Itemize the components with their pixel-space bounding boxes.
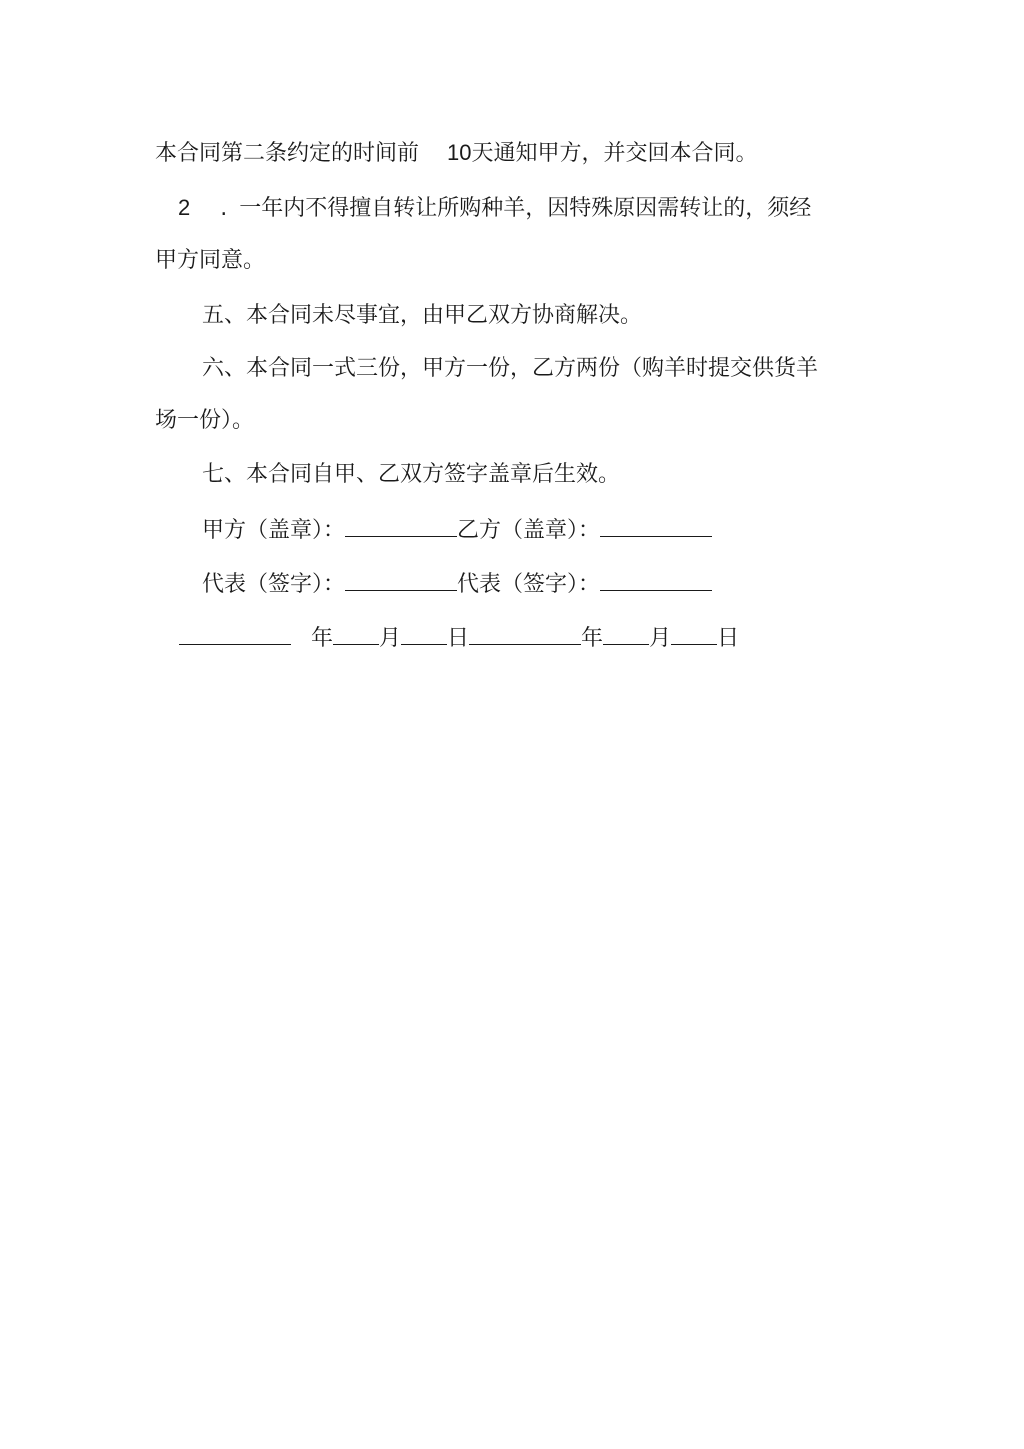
year-b-blank[interactable]: [469, 622, 581, 645]
paragraph-line-1: [155, 138, 758, 169]
month-a-blank[interactable]: [333, 622, 379, 645]
rep-b-sign-blank[interactable]: [600, 568, 712, 591]
day-a-blank[interactable]: [401, 622, 447, 645]
party-b-seal-blank[interactable]: [600, 514, 712, 537]
text-segment: 天通知甲方，并交回本合同。: [471, 141, 758, 166]
date-row: [179, 622, 739, 654]
month-b-label: 月: [649, 626, 672, 651]
clause-6-text-cont: 场一份）。: [155, 408, 255, 433]
year-a-blank[interactable]: [179, 622, 291, 645]
signature-row: [202, 568, 712, 600]
clause-number: 2: [178, 195, 191, 220]
clause-6-text: 六、本合同一式三份，甲方一份，乙方两份（购羊时提交供货羊: [202, 356, 819, 381]
year-a-label: 年: [311, 626, 334, 651]
text-segment: 本合同第二条约定的时间前: [155, 141, 420, 166]
clause-7-text: 七、本合同自甲、乙双方签字盖章后生效。: [202, 462, 621, 487]
year-b-label: 年: [581, 626, 604, 651]
clause-6: [202, 354, 818, 384]
party-a-seal-label: 甲方（盖章）：: [202, 518, 346, 543]
text-segment: 甲方同意。: [155, 248, 266, 273]
rep-b-sign-label: 代表（签字）：: [457, 572, 601, 597]
rep-a-sign-label: 代表（签字）：: [202, 572, 346, 597]
clause-7: [202, 460, 620, 490]
clause-2-line: [178, 193, 811, 224]
day-b-label: 日: [717, 626, 740, 651]
clause-5: [202, 301, 642, 331]
party-b-seal-label: 乙方（盖章）：: [457, 518, 601, 543]
clause-5-text: 五、本合同未尽事宜，由甲乙双方协商解决。: [202, 303, 643, 328]
day-b-blank[interactable]: [671, 622, 717, 645]
day-a-label: 日: [447, 626, 470, 651]
month-b-blank[interactable]: [603, 622, 649, 645]
seal-row: [202, 514, 712, 546]
party-a-seal-blank[interactable]: [345, 514, 457, 537]
paragraph-line-3: [155, 246, 265, 276]
clause-2-text: 一年内不得擅自转让所购种羊，因特殊原因需转让的，须经: [239, 196, 812, 221]
number-days: 10: [447, 140, 472, 165]
clause-6-continued: [155, 406, 254, 436]
clause-dot: .: [220, 196, 228, 221]
month-a-label: 月: [379, 626, 402, 651]
rep-a-sign-blank[interactable]: [345, 568, 457, 591]
